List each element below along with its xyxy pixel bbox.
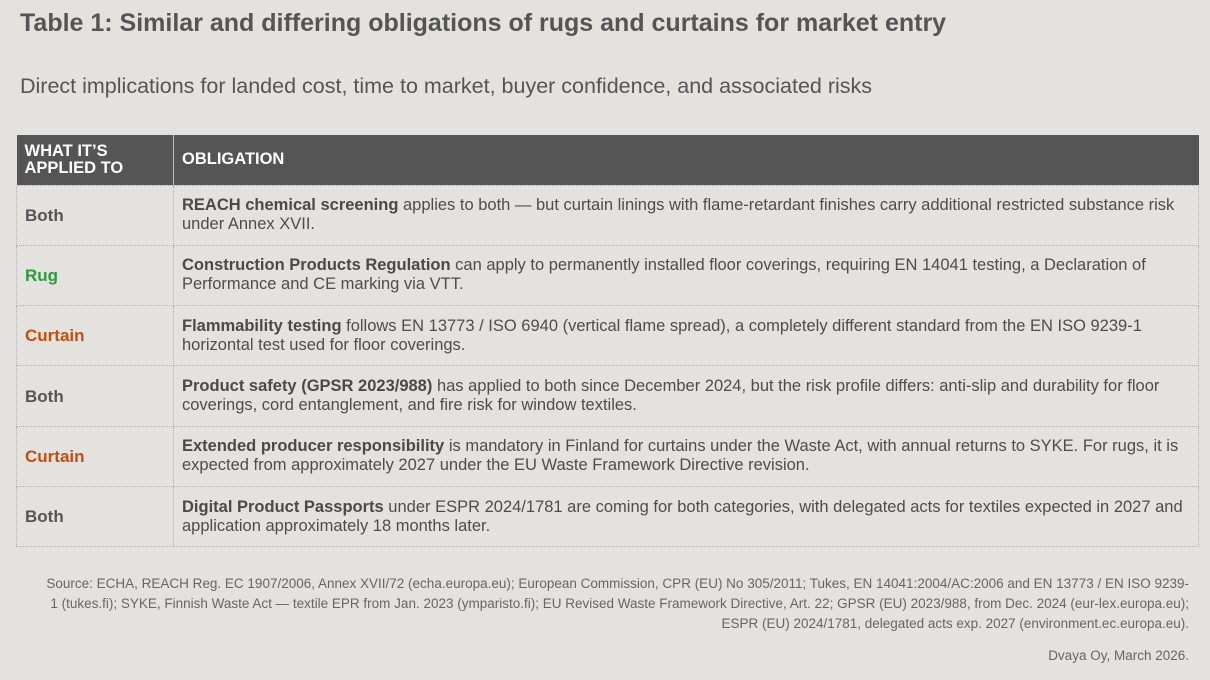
obligation-lead: REACH chemical screening <box>182 196 399 215</box>
column-header-applied-to <box>17 135 174 185</box>
page-subtitle: Direct implications for landed cost, time to market, buyer confidence, and associated risks <box>20 74 873 98</box>
column-header-obligation: OBLIGATION <box>174 135 1199 185</box>
obligation-lead: Flammability testing <box>182 316 342 335</box>
obligation-cell <box>174 185 1199 245</box>
obligation-lead: Extended producer responsibility <box>182 437 445 456</box>
obligation-cell <box>174 245 1199 305</box>
obligation-text: has applied to both since December 2024, but the risk profile differs: anti-slip and durability for floor coverings, cord entanglement, and fire risk for window textiles. <box>182 377 1160 415</box>
table-row <box>17 185 1199 245</box>
applied-to-cell: Both <box>17 486 174 546</box>
applied-to-cell: Curtain <box>17 306 174 366</box>
obligation-text: is mandatory in Finland for curtains under the Waste Act, with annual returns to SYKE. For rugs, it is expected from approximately 2027 under the EU Waste Framework Directive revision. <box>182 437 1179 475</box>
column-header-applied-line2: APPLIED TO <box>24 158 124 177</box>
obligation-cell <box>174 426 1199 486</box>
table-row <box>17 306 1199 366</box>
obligation-cell <box>174 306 1199 366</box>
column-header-applied-line1: WHAT IT’S <box>24 141 108 160</box>
obligations-table <box>16 135 1199 547</box>
obligation-lead: Product safety (GPSR 2023/988) <box>182 377 433 396</box>
table-header-row <box>17 135 1199 185</box>
obligation-text: applies to both — but curtain linings with flame-retardant finishes carry additional restricted substance risk under Annex XVII. <box>182 196 1175 234</box>
table-row <box>17 426 1199 486</box>
table-row <box>17 366 1199 426</box>
applied-to-cell: Both <box>17 366 174 426</box>
obligation-text: follows EN 13773 / ISO 6940 (vertical flame spread), a completely different standard from the EN ISO 9239-1 horizontal test used for floor coverings. <box>182 316 1142 354</box>
table-row <box>17 486 1199 546</box>
obligation-cell <box>174 366 1199 426</box>
applied-to-cell: Curtain <box>17 426 174 486</box>
applied-to-cell: Both <box>17 185 174 245</box>
applied-to-cell: Rug <box>17 245 174 305</box>
credit-line: Dvaya Oy, March 2026. <box>1048 648 1189 663</box>
source-note: Source: ECHA, REACH Reg. EC 1907/2006, Annex XVII/72 (echa.europa.eu); European Commission, CPR (EU) No 305/2011; Tukes, EN 14041:2004/AC:2006 and EN 13773 / EN ISO 9239-1 (tukes.fi); SYKE, Finnish Waste Act — textile EPR from Jan. 2023 (ymparisto.fi); EU Revised Waste Framework Directive, Art. 22; GPSR (EU) 2023/988, from Dec. 2024 (eur-lex.europa.eu); ESPR (EU) 2024/1781, delegated acts exp. 2027 (environment.ec.europa.eu). <box>46 576 1189 631</box>
obligation-lead: Construction Products Regulation <box>182 256 451 275</box>
page-title: Table 1: Similar and differing obligations of rugs and curtains for market entry <box>20 9 947 37</box>
obligation-text: can apply to permanently installed floor coverings, requiring EN 14041 testing, a Declaration of Performance and CE marking via VTT. <box>182 256 1146 294</box>
obligation-text: under ESPR 2024/1781 are coming for both categories, with delegated acts for textiles expected in 2027 and application approximately 18 months later. <box>182 497 1183 535</box>
obligation-lead: Digital Product Passports <box>182 497 384 516</box>
obligation-cell <box>174 486 1199 546</box>
table-row <box>17 245 1199 305</box>
